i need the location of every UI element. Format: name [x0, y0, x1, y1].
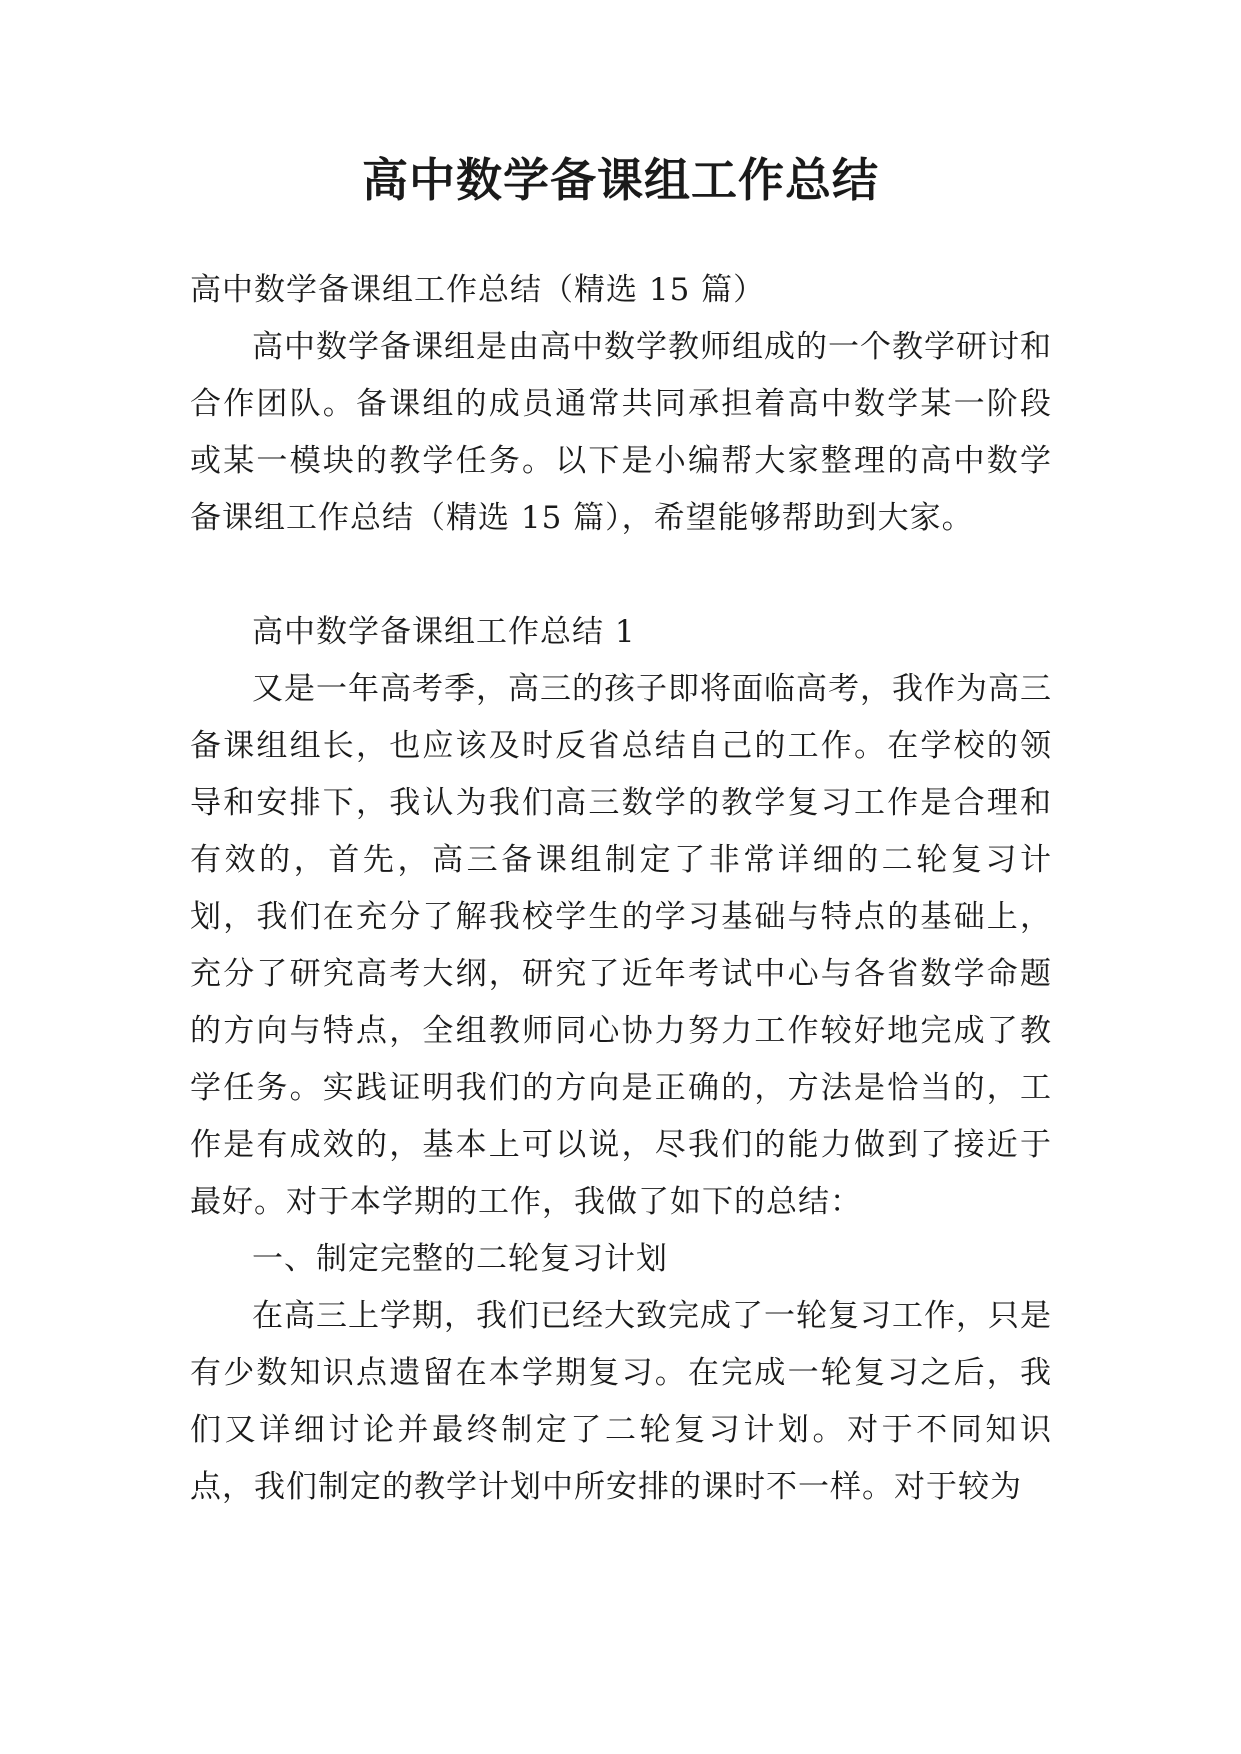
document-body: [190, 262, 1052, 1516]
point-paragraph: 在高三上学期，我们已经大致完成了一轮复习工作，只是有少数知识点遗留在本学期复习。在完成一轮复习之后，我们又详细讨论并最终制定了二轮复习计划。对于不同知识点，我们制定的教学计划中所安排的课时不一样。对于较为: [190, 1298, 1052, 1505]
paragraph-spacer: [190, 547, 1052, 604]
document-subtitle: 高中数学备课组工作总结（精选 15 篇）: [190, 272, 766, 308]
intro-paragraph: 高中数学备课组是由高中数学教师组成的一个教学研讨和合作团队。备课组的成员通常共同承担着高中数学某一阶段或某一模块的教学任务。以下是小编帮大家整理的高中数学备课组工作总结（精选 15 篇），希望能够帮助到大家。: [190, 329, 1052, 536]
document-title: 高中数学备课组工作总结: [362, 153, 879, 207]
section-paragraph: 又是一年高考季，高三的孩子即将面临高考，我作为高三备课组组长，也应该及时反省总结自己的工作。在学校的领导和安排下，我认为我们高三数学的教学复习工作是合理和有效的，首先，高三备课组制定了非常详细的二轮复习计划，我们在充分了解我校学生的学习基础与特点的基础上，充分了研究高考大纲，研究了近年考试中心与各省数学命题的方向与特点，全组教师同心协力努力工作较好地完成了教学任务。实践证明我们的方向是正确的，方法是恰当的，工作是有成效的，基本上可以说，尽我们的能力做到了接近于最好。对于本学期的工作，我做了如下的总结：: [190, 671, 1052, 1220]
point-heading: 一、制定完整的二轮复习计划: [252, 1241, 668, 1277]
section-heading: 高中数学备课组工作总结 1: [252, 614, 636, 650]
